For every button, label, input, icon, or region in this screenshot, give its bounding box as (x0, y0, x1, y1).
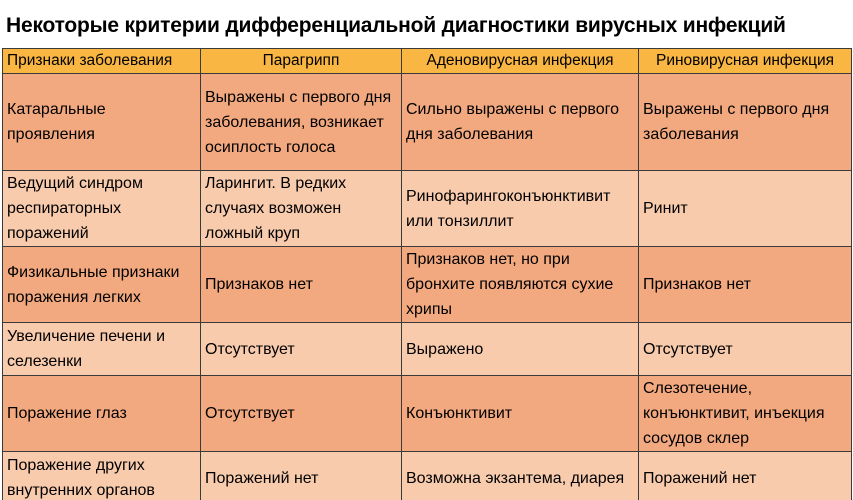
table-cell: Выражены с первого дня заболевания, возникает осиплость голоса (201, 74, 402, 171)
table-cell: Отсутствует (639, 323, 852, 376)
table-row (3, 74, 852, 171)
table-cell: Ведущий синдром респираторных поражений (3, 171, 201, 247)
column-header-adenovirus: Аденовирусная инфекция (402, 49, 639, 74)
column-header-parainfluenza: Парагрипп (201, 49, 402, 74)
column-header-rhinovirus: Риновирусная инфекция (639, 49, 852, 74)
table-cell: Признаков нет (639, 247, 852, 323)
table-header-row (3, 49, 852, 74)
table-cell: Сильно выражены с первого дня заболевания (402, 74, 639, 171)
table-cell: Поражение глаз (3, 376, 201, 452)
table-row (3, 247, 852, 323)
diagnostics-table (2, 48, 852, 500)
table-cell: Признаков нет (201, 247, 402, 323)
table-cell: Конъюнктивит (402, 376, 639, 452)
table-cell: Ларингит. В редких случаях возможен ложный круп (201, 171, 402, 247)
table-cell: Ринит (639, 171, 852, 247)
table-cell: Катаральные проявления (3, 74, 201, 171)
table-cell: Признаков нет, но при бронхите появляются сухие хрипы (402, 247, 639, 323)
table-row (3, 452, 852, 500)
table-cell: Поражений нет (639, 452, 852, 500)
table-cell: Слезотечение, конъюнктивит, инъекция сосудов склер (639, 376, 852, 452)
column-header-signs: Признаки заболевания (3, 49, 201, 74)
table-cell: Ринофарингоконъюнктивит или тонзиллит (402, 171, 639, 247)
table-cell: Выражены с первого дня заболевания (639, 74, 852, 171)
table-row (3, 171, 852, 247)
table-row (3, 376, 852, 452)
table-cell: Возможна экзантема, диарея (402, 452, 639, 500)
table-row (3, 323, 852, 376)
page-title: Некоторые критерии дифференциальной диагностики вирусных инфекций (6, 14, 786, 37)
table-cell: Выражено (402, 323, 639, 376)
table-cell: Отсутствует (201, 376, 402, 452)
table-cell: Отсутствует (201, 323, 402, 376)
table-cell: Физикальные признаки поражения легких (3, 247, 201, 323)
table-cell: Увеличение печени и селезенки (3, 323, 201, 376)
table-cell: Поражений нет (201, 452, 402, 500)
table-cell: Поражение других внутренних органов (3, 452, 201, 500)
